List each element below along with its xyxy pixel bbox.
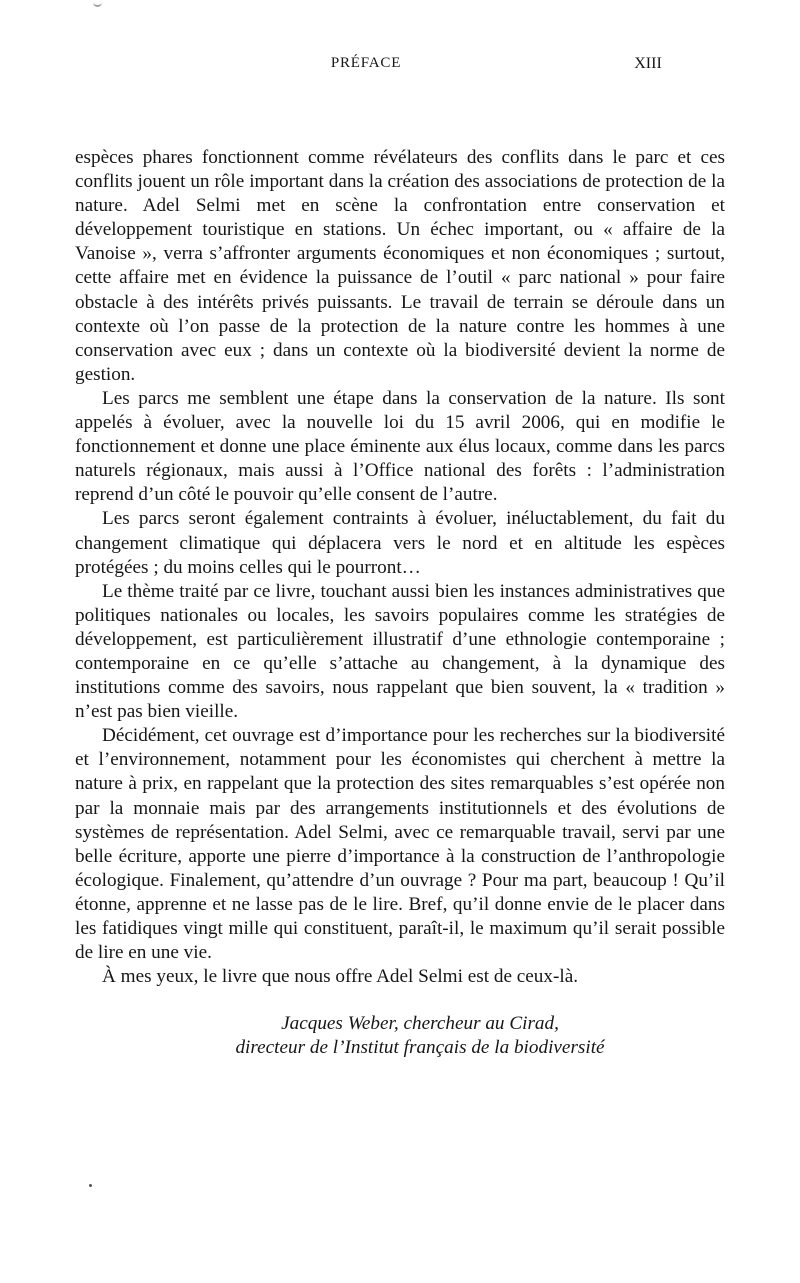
paragraph: Les parcs me semblent une étape dans la conservation de la nature. Ils sont appelés à évoluer, avec la nouvelle loi du 15 avril 2006, qui en modifie le fonctionnement et donne une place éminente aux élus locaux, comme dans les parcs naturels régionaux, mais aussi à l’Office national des forêts : l’administration reprend d’un côté le pouvoir qu’elle consent de l’autre.	[75, 387, 725, 506]
signature-line-1: Jacques Weber, chercheur au Cirad,	[281, 1013, 559, 1035]
paragraph: espèces phares fonctionnent comme révélateurs des conflits dans le parc et ces conflits jouent un rôle important dans la création des associations de protection de la nature. Adel Selmi met en scène la confrontation entre conservation et développement touristique en stations. Un échec important, ou « affaire de la Vanoise », verra s’affronter arguments économiques et non économiques ; surtout, cette affaire met en évidence la puissance de l’outil « parc national » pour faire obstacle à des intérêts privés puissants. Le travail de terrain se déroule dans un contexte où l’on passe de la protection de la nature contre les hommes à une conservation avec eux ; dans un contexte où la biodiversité devient la norme de gestion.	[75, 147, 725, 385]
page-number: XIII	[634, 55, 662, 72]
body-text	[75, 146, 725, 1060]
print-speck	[89, 1184, 92, 1187]
running-header	[0, 55, 800, 77]
signature-line-2: directeur de l’Institut français de la biodiversité	[235, 1037, 605, 1059]
scan-artifact	[93, 0, 102, 7]
paragraph: Le thème traité par ce livre, touchant aussi bien les instances administratives que politiques nationales ou locales, les savoirs populaires comme les stratégies de développement, est particulièrement illustratif d’une ethnologie contemporaine ; contemporaine en ce qu’elle s’attache au changement, à la dynamique des institutions comme des savoirs, nous rappelant que bien souvent, la « tradition » n’est pas bien vieille.	[75, 580, 725, 723]
paragraph: Décidément, cet ouvrage est d’importance pour les recherches sur la biodiversité et l’environnement, notamment pour les économistes qui cherchent à mettre la nature à prix, en rappelant que la protection des sites remarquables s’est opérée non par la monnaie mais par des arrangements institutionnels et des évolutions de systèmes de représentation. Adel Selmi, avec ce remarquable travail, servi par une belle écriture, apporte une pierre d’importance à la construction de l’anthropologie écologique. Finalement, qu’attendre d’un ouvrage ? Pour ma part, beaucoup ! Qu’il étonne, apprenne et ne lasse pas de le lire. Bref, qu’il donne envie de le placer dans les fatidiques vingt mille qui constituent, paraît-il, le maximum qu’il serait possible de lire en une vie.	[75, 725, 725, 964]
paragraph: À mes yeux, le livre que nous offre Adel Selmi est de ceux-là.	[102, 966, 579, 988]
paragraph: Les parcs seront également contraints à évoluer, inéluctablement, du fait du changement climatique qui déplacera vers le nord et en altitude les espèces protégées ; du moins celles qui le pourront…	[75, 508, 725, 578]
author-signature	[115, 1012, 725, 1060]
chapter-title: PRÉFACE	[330, 55, 402, 71]
